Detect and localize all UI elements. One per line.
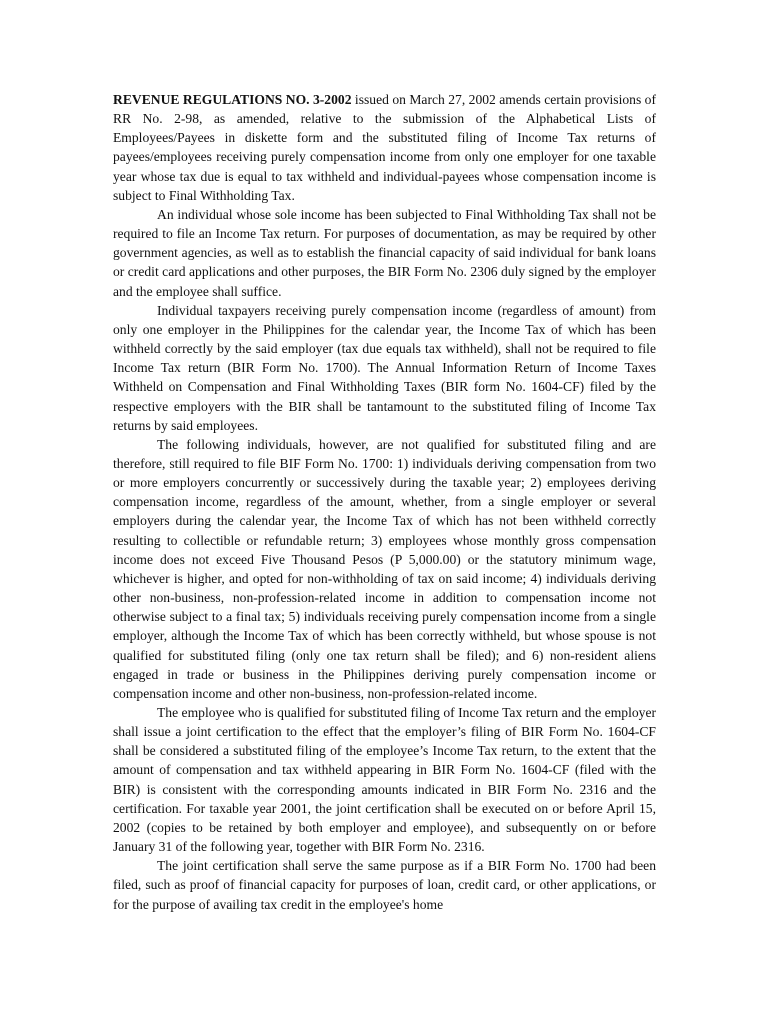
regulation-title: REVENUE REGULATIONS NO. 3-2002 [113, 92, 352, 107]
paragraph-certification-purpose: The joint certification shall serve the same purpose as if a BIR Form No. 1700 had been filed, such as proof of financial capacity for purposes of loan, credit card, or other applications, or for the purpose of availing tax credit in the employee's home [113, 858, 656, 912]
paragraph-not-qualified: The following individuals, however, are not qualified for substituted filing and are therefore, still required to file BIF Form No. 1700: 1) individuals deriving compensation from two or more employers concurrently or successively during the taxable year; 2) employees deriving compensation income, regardless of the amount, whether, from a single employer or several employers during the calendar year, the Income Tax of which has not been withheld correctly resulting to collectible or refundable return; 3) employees whose monthly gross compensation income does not exceed Five Thousand Pesos (P 5,000.00) or the statutory minimum wage, whichever is higher, and opted for non-withholding of tax on said income; 4) individuals deriving other non-business, non-profession-related income in addition to compensation income not otherwise subject to a final tax; 5) individuals receiving purely compensation income from a single employer, although the Income Tax of which has been correctly withheld, but whose spouse is not qualified for substituted filing (only one tax return shall be filed); and 6) non-resident aliens engaged in trade or business in the Philippines deriving purely compensation income or compensation income and other non-business, non-profession-related income. [113, 436, 656, 701]
document-page [113, 90, 656, 914]
paragraph-final-withholding: An individual whose sole income has been subjected to Final Withholding Tax shall not be required to file an Income Tax return. For purposes of documentation, as may be required by other government agencies, as well as to establish the financial capacity of said individual for bank loans or credit card applications and other purposes, the BIR Form No. 2306 duly signed by the employer and the employee shall suffice. [113, 206, 656, 299]
paragraph-joint-certification: The employee who is qualified for substituted filing of Income Tax return and the employer shall issue a joint certification to the effect that the employer’s filing of BIR Form No. 1604-CF shall be considered a substituted filing of the employee’s Income Tax return, to the extent that the amount of compensation and tax withheld appearing in BIR Form No. 1604-CF (filed with the BIR) is consistent with the corresponding amounts indicated in BIR Form No. 2316 and the certification. For taxable year 2001, the joint certification shall be executed on or before April 15, 2002 (copies to be retained by both employer and employee), and subsequently on or before January 31 of the following year, together with BIR Form No. 2316. [113, 705, 656, 855]
intro-text: issued on March 27, 2002 amends certain provisions of RR No. 2-98, as amended, relative to the submission of the Alphabetical Lists of Employees/Payees in diskette form and the substituted filing of Income Tax returns of payees/employees receiving purely compensation income from only one employer for one taxable year whose tax due is equal to tax withheld and individual-payees whose compensation income is subject to Final Withholding Tax. [113, 92, 657, 203]
paragraph-pure-compensation: Individual taxpayers receiving purely compensation income (regardless of amount) from only one employer in the Philippines for the calendar year, the Income Tax of which has been withheld correctly by the said employer (tax due equals tax withheld), shall not be required to file Income Tax return (BIR Form No. 1700). The Annual Information Return of Income Taxes Withheld on Compensation and Final Withholding Taxes (BIR form No. 1604-CF) filed by the respective employers with the BIR shall be tantamount to the substituted filing of Income Tax returns by said employees. [113, 302, 656, 433]
intro-paragraph [113, 90, 656, 205]
